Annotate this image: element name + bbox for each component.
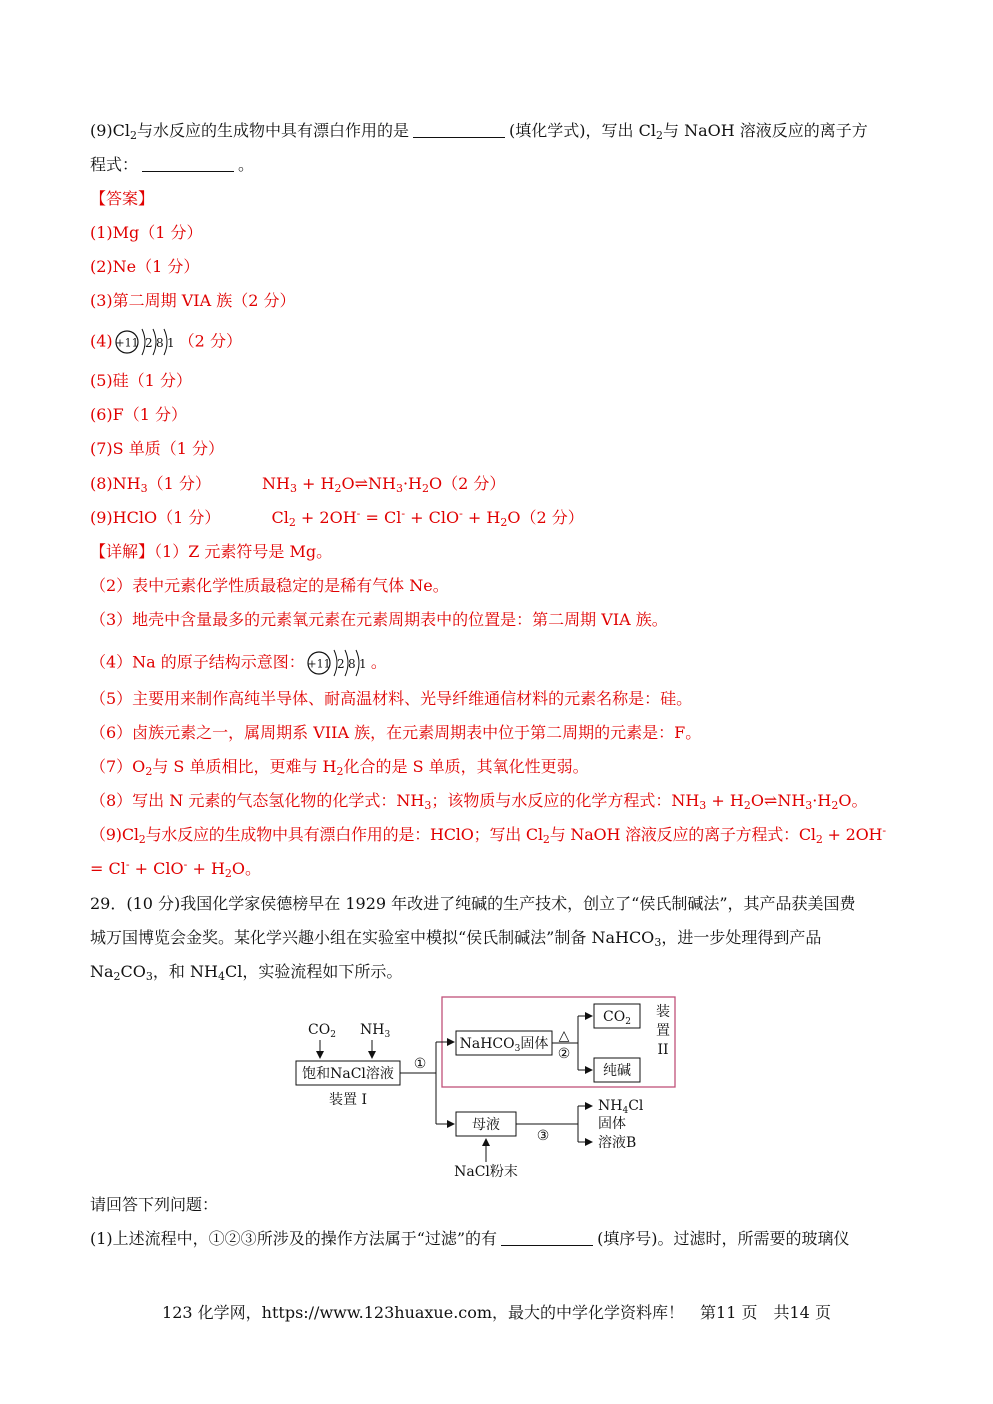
question-9-cont: 程式： 。 xyxy=(90,155,255,174)
step-1: ① xyxy=(413,1056,427,1072)
device-2-label-2: 置 xyxy=(656,1023,670,1039)
product-nh4cl: $NH_4Cl$ xyxy=(598,1098,644,1116)
detail-5: （5）主要用来制作高纯半导体、耐高温材料、光导纤维通信材料的元素名称是：硅。 xyxy=(90,689,693,708)
answer-blank xyxy=(501,1229,593,1246)
answer-label: 【答案】 xyxy=(90,189,155,208)
detail-6: （6）卤族元素之一，属周期系 VIIA 族，在元素周期表中位于第二周期的元素是：F。 xyxy=(90,723,702,742)
atom-structure-diagram-detail xyxy=(307,647,369,679)
answer-9: (9)HClO（1 分） $Cl_2 + 2OH^- = Cl^- + ClO^- + H_2O(2$ 分） xyxy=(90,507,584,529)
answer-1: (1)Mg（1 分） xyxy=(90,223,203,242)
answer-3: (3)第二周期 VIA 族（2 分） xyxy=(90,291,296,310)
svg-text:饱和NaCl溶液: 饱和NaCl溶液 xyxy=(302,1066,394,1082)
answer-2: (2)Ne（1 分） xyxy=(90,257,200,276)
question-29-line3: $Na_2CO_3$，和 $NH_4Cl$，实验流程如下所示。 xyxy=(90,962,403,983)
answer-4: (4) +11 2 8 1 （2 分） xyxy=(90,326,242,358)
equation-8: $NH_3$ + $H_2O\rightleftharpoons NH_3\cdot H_2O(2$ 分） xyxy=(262,474,506,495)
detail-8: （8）写出 N 元素的气态氢化物的化学式：$NH_3$；该物质与水反应的化学方程式：$NH_3$ + $H_2O\rightleftharpoons NH_3\cdot H_2O$。 xyxy=(90,791,868,812)
answer-blank xyxy=(142,155,234,172)
equation-9: $Cl_2 + 2OH^- = Cl^- + ClO^- + H_2O(2$ 分） xyxy=(271,507,584,529)
question-29-line2: 城万国博览会金奖。某化学兴趣小组在实验室中模拟“侯氏制碱法”制备 NaHCO$_3$，进一步处理得到产品 xyxy=(90,928,822,949)
page-footer: 123 化学网，https://www.123huaxue.com，最大的中学化学资料库！ 第11 页 共14 页 xyxy=(162,1303,831,1322)
detail-9-cont: = $Cl^- + ClO^- + H_2O$。 xyxy=(90,858,262,880)
svg-text:NaHCO3固体: NaHCO$_3$固体 xyxy=(459,1036,549,1054)
nacl-powder-label: NaCl粉末 xyxy=(454,1164,518,1180)
atom-structure-diagram xyxy=(115,326,177,358)
input-nh3: $NH_3$ xyxy=(360,1022,391,1040)
detail-3: （3）地壳中含量最多的元素氧元素在元素周期表中的位置是：第二周期 VIA 族。 xyxy=(90,610,668,629)
detail-2: （2）表中元素化学性质最稳定的是稀有气体 Ne。 xyxy=(90,576,449,595)
svg-text:2: 2 xyxy=(336,657,345,671)
svg-text:+11: +11 xyxy=(115,336,139,350)
product-solution-b: 溶液B xyxy=(598,1135,637,1151)
flow-diagram xyxy=(290,994,690,1184)
svg-text:8: 8 xyxy=(347,657,356,671)
step-2: ② xyxy=(557,1046,571,1062)
answer-5: (5)硅（1 分） xyxy=(90,371,192,390)
answer-7: (7)S 单质（1 分） xyxy=(90,439,224,458)
svg-text:CO2: $CO_2$ xyxy=(603,1009,631,1027)
svg-text:1: 1 xyxy=(358,657,367,671)
question-29-1: (1)上述流程中，①②③所涉及的操作方法属于“过滤”的有 (填序号)。过滤时，所需要的玻璃仪 xyxy=(90,1229,850,1248)
question-29-line1: 29．(10 分)我国化学家侯德榜早在 1929 年改进了纯碱的生产技术，创立了“侯氏制碱法”，其产品获美国费 xyxy=(90,894,856,913)
detail-9: $(9)Cl_2$与水反应的生成物中具有漂白作用的是：HClO；写出 $Cl_2$与 NaOH 溶液反应的离子方程式：$Cl_2 + 2OH^-$ xyxy=(90,824,886,846)
answer-8: $(8)NH_3(1$ 分） $NH_3$ + $H_2O\rightleftharpoons NH_3\cdot H_2O(2$ 分） xyxy=(90,474,506,495)
detail-1: 【详解】（1）Z 元素符号是 Mg。 xyxy=(90,542,333,561)
svg-text:2: 2 xyxy=(144,336,153,350)
heat-symbol: △ xyxy=(558,1028,570,1044)
question-9: $(9)Cl_2$与水反应的生成物中具有漂白作用的是 (填化学式)，写出 $Cl_2$与 NaOH 溶液反应的离子方 xyxy=(90,121,868,142)
product-solid: 固体 xyxy=(598,1116,626,1132)
svg-text:纯碱: 纯碱 xyxy=(603,1063,631,1079)
svg-text:1: 1 xyxy=(166,336,175,350)
device-1-label: 装置 I xyxy=(329,1092,367,1108)
svg-text:8: 8 xyxy=(155,336,164,350)
detail-7: $(7)O_2$与 S 单质相比，更难与 $H_2$化合的是 S 单质，其氧化性更弱。 xyxy=(90,757,589,778)
step-3: ③ xyxy=(536,1128,550,1144)
device-2-label-3: II xyxy=(657,1042,669,1058)
svg-text:+11: +11 xyxy=(307,657,331,671)
detail-4: （4）Na 的原子结构示意图： +11 2 8 1 。 xyxy=(90,647,387,679)
device-2-label-1: 装 xyxy=(656,1004,670,1020)
prompt: 请回答下列问题： xyxy=(90,1195,219,1214)
answer-6: (6)F（1 分） xyxy=(90,405,188,424)
answer-blank xyxy=(413,121,505,138)
svg-text:母液: 母液 xyxy=(472,1117,500,1133)
input-co2: $CO_2$ xyxy=(308,1022,336,1040)
